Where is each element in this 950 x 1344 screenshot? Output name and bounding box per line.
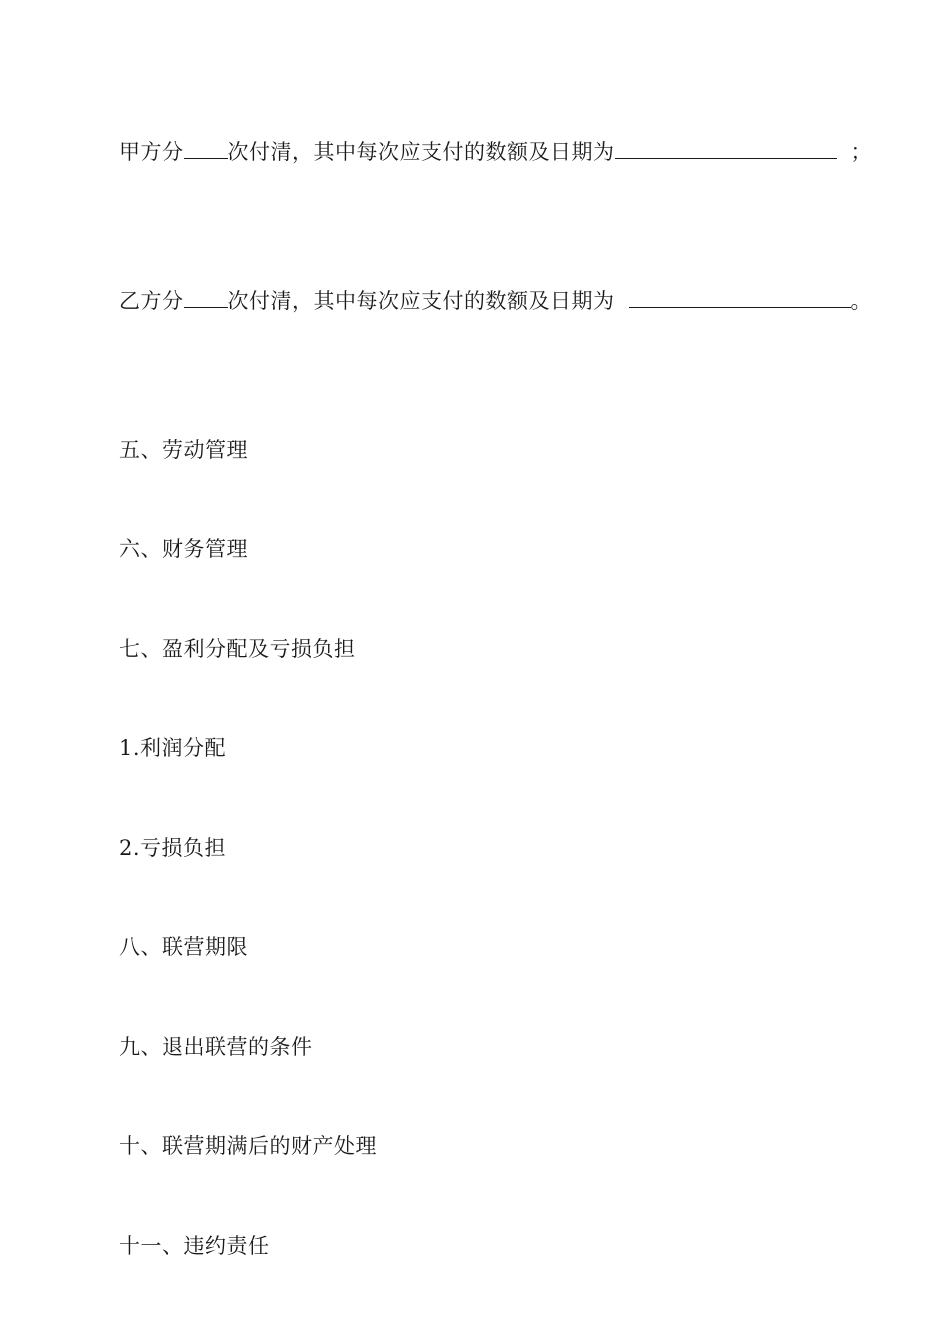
party-b-installments-blank[interactable] [184, 287, 228, 308]
section-heading-labor: 五、劳动管理 [119, 438, 248, 462]
party-a-payment-clause [119, 138, 872, 166]
party-a-middle: 次付清，其中每次应支付的数额及日期为 [227, 140, 615, 164]
subsection-profit-distribution: 1.利润分配 [119, 736, 227, 760]
section-heading-liability: 十一、违约责任 [119, 1234, 270, 1258]
party-a-amount-date-blank[interactable] [615, 138, 837, 159]
section-heading-property: 十、联营期满后的财产处理 [119, 1134, 377, 1158]
section-heading-finance: 六、财务管理 [119, 537, 248, 561]
party-b-middle: 次付清，其中每次应支付的数额及日期为 [227, 289, 615, 313]
party-b-prefix: 乙方分 [119, 289, 184, 313]
party-a-prefix: 甲方分 [119, 140, 184, 164]
section-heading-withdrawal: 九、退出联营的条件 [119, 1035, 313, 1059]
party-b-suffix: 。 [850, 289, 872, 313]
party-a-suffix: ； [850, 140, 872, 164]
party-b-amount-date-blank[interactable] [629, 287, 851, 308]
section-heading-term: 八、联营期限 [119, 935, 248, 959]
party-a-installments-blank[interactable] [184, 138, 228, 159]
subsection-loss-bearing: 2.亏损负担 [119, 836, 227, 860]
party-b-payment-clause [119, 287, 872, 315]
section-heading-profit-loss: 七、盈利分配及亏损负担 [119, 637, 356, 661]
